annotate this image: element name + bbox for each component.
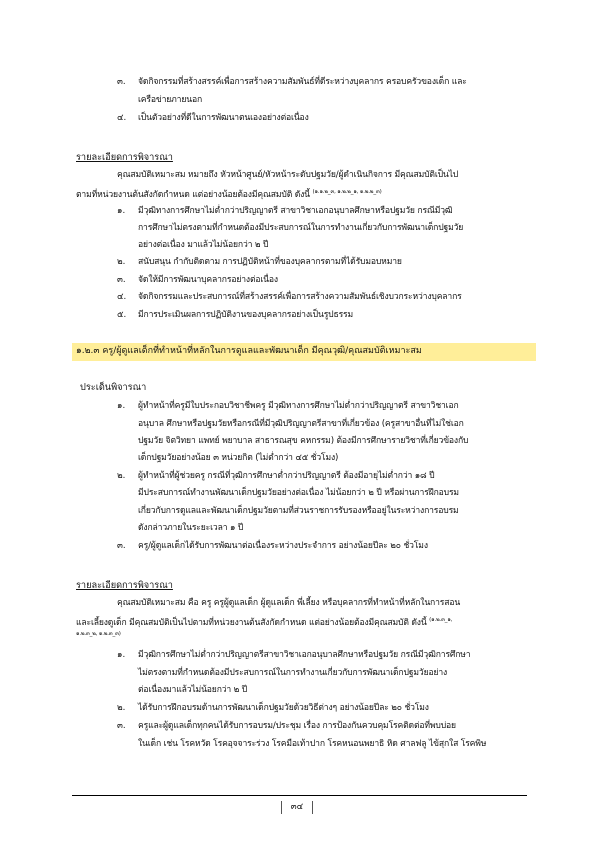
section2-num-2: ๒. xyxy=(117,471,126,481)
section1-num-5: ๕. xyxy=(117,310,127,320)
section3-item-3-line-1: ครูและผู้ดูแลเด็กทุกคนได้รับการอบรม/ประชุม เรื่อง การป้องกันควบคุมโรคติดต่อที่พบบ่อย xyxy=(138,721,456,731)
section1-num-3: ๓. xyxy=(117,275,126,285)
section3-item-2-line-1: ได้รับการฝึกอบรมด้านการพัฒนาเด็กปฐมวัยด้วยวิธีต่างๆ อย่างน้อยปีละ ๒๐ ชั่วโมง xyxy=(138,703,429,713)
section2-item-1-line-3: ปฐมวัย จิตวิทยา แพทย์ พยาบาล สาธารณสุข คหกรรม) ต้องมีการศึกษารายวิชาที่เกี่ยวข้องกับ xyxy=(138,436,469,446)
section2-item-1-line-4: เด็กปฐมวัยอย่างน้อย ๓ หน่วยกิต (ไม่ต่ำกว่า ๔๕ ชั่วโมง) xyxy=(138,453,339,463)
top-list-num-2: ๔. xyxy=(117,113,127,123)
section1-item-4-line-1: จัดกิจกรรมและประสบการณ์ที่สร้างสรรค์เพื่อการสร้างความสัมพันธ์เชิงบวกระหว่างบุคลากร xyxy=(138,292,462,302)
section1-num-2: ๒. xyxy=(117,257,126,267)
section3-num-3: ๓. xyxy=(117,721,126,731)
section3-intro-line-1: คุณสมบัติเหมาะสม คือ ครู ครูผู้ดูแลเด็ก ผู้ดูแลเด็ก พี่เลี้ยง หรือบุคลากรที่ทำหน้าที่หลักในการสอน xyxy=(117,598,461,608)
section3-item-1-line-1: มีวุฒิการศึกษาไม่ต่ำกว่าปริญญาตรีสาขาวิชาเอกอนุบาลศึกษาหรือปฐมวัย กรณีมีวุฒิการศึกษา xyxy=(138,650,471,660)
section3-intro-text: และเลี้ยงดูเด็ก มีคุณสมบัติเป็นไปตามที่หน่วยงานต้นสังกัดกำหนด แต่อย่างน้อยต้องมีคุณสมบัติ ดังนี้ xyxy=(76,617,427,628)
section1-num-1: ๑. xyxy=(117,206,126,216)
section1-num-4: ๔. xyxy=(117,292,127,302)
section3-item-1-line-3: ต่อเนื่องมาแล้วไม่น้อยกว่า ๒ ปี xyxy=(138,685,248,695)
section2-item-1-line-1: ผู้ทำหน้าที่ครูมีใบประกอบวิชาชีพครู มีวุฒิทางการศึกษาไม่ต่ำกว่าปริญญาตรี สาขาวิชาเอก xyxy=(138,401,459,411)
page-number: ๓๔ xyxy=(290,802,304,812)
section2-num-3: ๓. xyxy=(117,541,126,551)
section1-intro-citation: (๑.๑.๒_๓, ๑.๒.๒_๑, ๑.๒.๒_๓) xyxy=(312,189,382,195)
section2-item-1-line-2: อนุบาล ศึกษาหรือปฐมวัยหรือกรณีที่มีวุฒิปริญญาตรีสาขาที่เกี่ยวข้อง (ครูสาขาอื่นที่ไม่ใช่เอก xyxy=(138,419,464,429)
page-number-box xyxy=(277,801,317,815)
footer-rule xyxy=(72,795,527,796)
section3-item-3-line-2: ในเด็ก เช่น โรคหวัด โรคอุจจาระร่วง โรคมือเท้าปาก โรคหนอนพยาธิ หิด ศาลฟลู ไข้สุกใส โรคพิษ xyxy=(138,739,487,749)
indicator-heading: ๑.๒.๓ ครู/ผู้ดูแลเด็กที่ทำหน้าที่หลักในการดูแลและพัฒนาเด็ก มีคุณวุฒิ/คุณสมบัติเหมาะสม xyxy=(76,346,422,356)
section1-intro-text: ตามที่หน่วยงานต้นสังกัดกำหนด แต่อย่างน้อยต้องมีคุณสมบัติ ดังนี้ xyxy=(76,189,310,200)
top-list-item-2-line-1: เป็นตัวอย่างที่ดีในการพัฒนาตนเองอย่างต่อเนื่อง xyxy=(138,113,309,123)
section1-intro-line-1: คุณสมบัติเหมาะสม หมายถึง หัวหน้าศูนย์/หัวหน้าระดับปฐมวัย/ผู้ดำเนินกิจการ มีคุณสมบัติเป็นไป xyxy=(117,170,459,180)
section2-item-2-line-1: ผู้ทำหน้าที่ผู้ช่วยครู กรณีที่วุฒิการศึกษาต่ำกว่าปริญญาตรี ต้องมีอายุไม่ต่ำกว่า ๑๘ ปี xyxy=(138,471,435,481)
section1-item-1-line-3: อย่างต่อเนื่อง มาแล้วไม่น้อยกว่า ๒ ปี xyxy=(138,240,269,250)
section1-item-1-line-1: มีวุฒิทางการศึกษาไม่ต่ำกว่าปริญญาตรี สาขาวิชาเอกอนุบาลศึกษาหรือปฐมวัย กรณีมีวุฒิ xyxy=(138,206,453,216)
section1-item-3-line-1: จัดให้มีการพัฒนาบุคลากรอย่างต่อเนื่อง xyxy=(138,275,278,285)
top-list-item-1-line-1: จัดกิจกรรมที่สร้างสรรค์เพื่อการสร้างความสัมพันธ์ที่ดีระหว่างบุคลากร ครอบครัวของเด็ก และ xyxy=(138,77,467,87)
section3-num-2: ๒. xyxy=(117,703,126,713)
section2-item-2-line-4: ดังกล่าวภายในระยะเวลา ๑ ปี xyxy=(138,523,244,533)
section1-item-5-line-1: มีการประเมินผลการปฏิบัติงานของบุคลากรอย่างเป็นรูปธรรม xyxy=(138,310,354,320)
section3-num-1: ๑. xyxy=(117,650,126,660)
page-number-right-bar xyxy=(312,801,313,814)
top-list-num-1: ๓. xyxy=(117,77,126,87)
section3-intro-citation-cont: ๑.๒.๓_๒, ๑.๒.๓_๓) xyxy=(76,631,121,637)
section3-intro-line-2 xyxy=(76,614,452,630)
section3-intro-citation: (๑.๒.๓_๑, xyxy=(429,617,453,623)
section2-num-1: ๑. xyxy=(117,401,126,411)
section2-item-2-line-3: เกี่ยวกับการดูแลและพัฒนาเด็กปฐมวัยตามที่ส่วนราชการรับรองหรืออยู่ในระหว่างการอบรม xyxy=(138,506,459,516)
top-list-item-1-line-2: เครือข่ายภายนอก xyxy=(138,95,203,105)
section2-heading: ประเด็นพิจารณา xyxy=(80,382,147,393)
section1-item-1-line-2: การศึกษาไม่ตรงตามที่กำหนดต้องมีประสบการณ์ในการทำงานเกี่ยวกับการพัฒนาเด็กปฐมวัย xyxy=(138,223,464,233)
section3-heading: รายละเอียดการพิจารณา xyxy=(76,580,173,591)
section1-intro-line-2 xyxy=(76,186,382,202)
section1-item-2-line-1: สนับสนุน กำกับติดตาม การปฏิบัติหน้าที่ของบุคลากรตามที่ได้รับมอบหมาย xyxy=(138,257,402,267)
section3-item-1-line-2: ไม่ตรงตามที่กำหนดต้องมีประสบการณ์ในการทำงานเกี่ยวกับการพัฒนาเด็กปฐมวัยอย่าง xyxy=(138,668,448,678)
section2-item-2-line-2: มีประสบการณ์ทำงานพัฒนาเด็กปฐมวัยอย่างต่อเนื่อง ไม่น้อยกว่า ๒ ปี หรือผ่านการฝึกอบรม xyxy=(138,488,459,498)
section1-heading: รายละเอียดการพิจารณา xyxy=(76,152,173,163)
section3-intro-line-3 xyxy=(76,628,121,644)
section2-item-3-line-1: ครู/ผู้ดูแลเด็กได้รับการพัฒนาต่อเนื่องระหว่างประจำการ อย่างน้อยปีละ ๒๐ ชั่วโมง xyxy=(138,541,428,551)
